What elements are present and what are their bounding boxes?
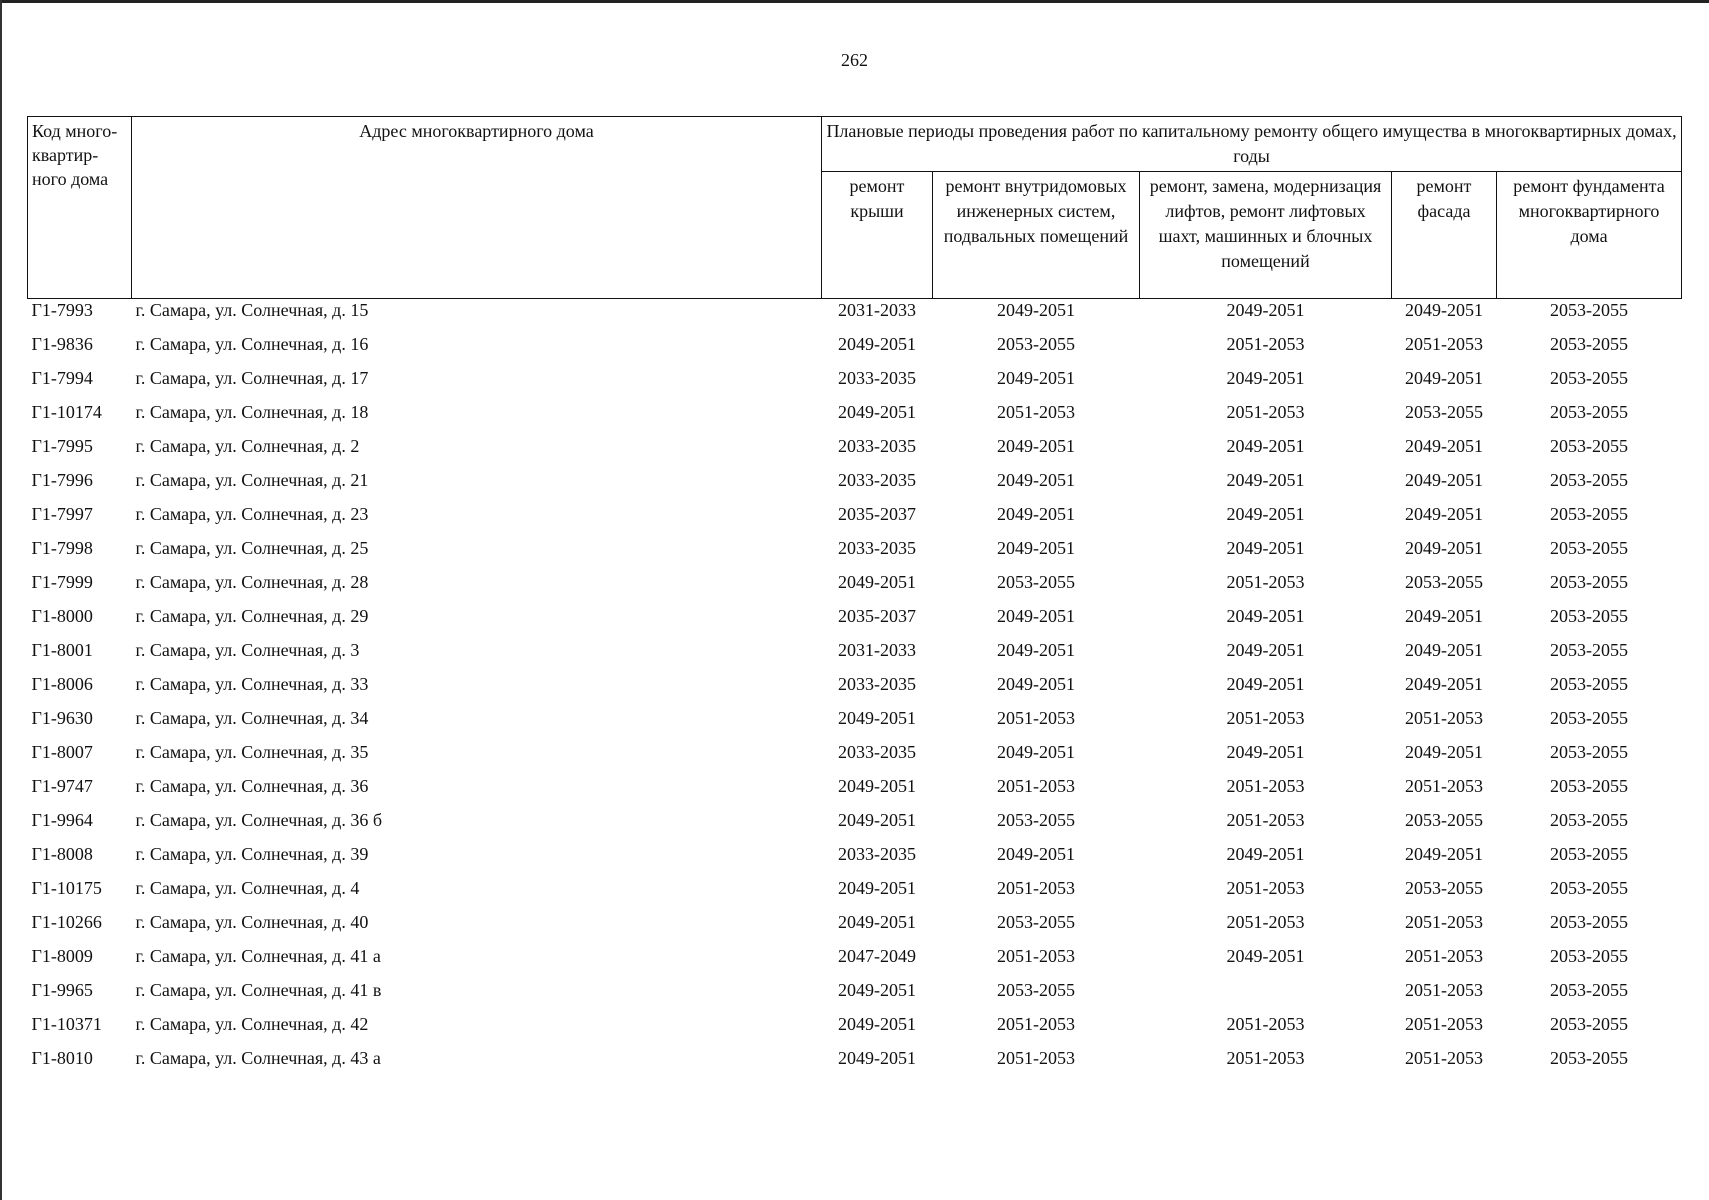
cell-facade: 2051-2053	[1405, 1014, 1483, 1034]
cell-code: Г1-9630	[31, 708, 93, 728]
cell-address: г. Самара, ул. Солнечная, д. 16	[135, 334, 369, 354]
cell-foundation: 2053-2055	[1550, 810, 1629, 830]
cell-engineering: 2049-2051	[997, 640, 1075, 660]
table-row	[28, 469, 1682, 503]
cell-roof: 2031-2033	[838, 640, 916, 660]
cell-code: Г1-7998	[31, 538, 93, 558]
cell-engineering: 2053-2055	[997, 572, 1075, 592]
table-row	[28, 911, 1682, 945]
header-foundation: ремонт фундамента многоквартирного дома	[1497, 172, 1682, 299]
cell-code: Г1-10174	[31, 402, 102, 422]
cell-engineering: 2053-2055	[997, 334, 1075, 354]
header-roof: ремонт крыши	[822, 172, 933, 299]
cell-roof: 2049-2051	[838, 572, 916, 592]
cell-facade: 2049-2051	[1405, 844, 1483, 864]
cell-code: Г1-10175	[31, 878, 102, 898]
cell-facade: 2049-2051	[1405, 368, 1483, 388]
cell-facade: 2051-2053	[1405, 334, 1483, 354]
table-row	[28, 945, 1682, 979]
cell-roof: 2033-2035	[838, 538, 916, 558]
cell-elevators	[1140, 979, 1392, 1013]
cell-roof: 2049-2051	[838, 912, 916, 932]
cell-elevators: 2051-2053	[1226, 572, 1305, 592]
cell-elevators: 2051-2053	[1226, 776, 1305, 796]
cell-roof: 2035-2037	[838, 606, 916, 626]
cell-address: г. Самара, ул. Солнечная, д. 36 б	[135, 810, 382, 830]
cell-address: г. Самара, ул. Солнечная, д. 4	[135, 878, 360, 898]
cell-engineering: 2049-2051	[997, 436, 1075, 456]
cell-code: Г1-8010	[31, 1048, 93, 1068]
cell-roof: 2049-2051	[838, 1014, 916, 1034]
cell-address: г. Самара, ул. Солнечная, д. 41 в	[135, 980, 382, 1000]
cell-address: г. Самара, ул. Солнечная, д. 3	[135, 640, 360, 660]
cell-facade: 2049-2051	[1405, 742, 1483, 762]
cell-elevators: 2051-2053	[1226, 810, 1305, 830]
cell-roof: 2049-2051	[838, 810, 916, 830]
cell-foundation: 2053-2055	[1550, 674, 1629, 694]
cell-facade: 2049-2051	[1405, 538, 1483, 558]
cell-code: Г1-7995	[31, 436, 93, 456]
cell-code: Г1-7997	[31, 504, 93, 524]
cell-roof: 2033-2035	[838, 742, 916, 762]
cell-roof: 2049-2051	[838, 980, 916, 1000]
cell-facade: 2051-2053	[1405, 946, 1483, 966]
cell-facade: 2053-2055	[1405, 572, 1483, 592]
table-row	[28, 571, 1682, 605]
cell-foundation: 2053-2055	[1550, 334, 1629, 354]
cell-code: Г1-8000	[31, 606, 93, 626]
cell-facade: 2051-2053	[1405, 980, 1483, 1000]
table-row	[28, 1013, 1682, 1047]
cell-engineering: 2051-2053	[997, 402, 1075, 422]
cell-foundation: 2053-2055	[1550, 436, 1629, 456]
cell-roof: 2033-2035	[838, 470, 916, 490]
cell-address: г. Самара, ул. Солнечная, д. 17	[135, 368, 369, 388]
cell-foundation: 2053-2055	[1550, 878, 1629, 898]
cell-address: г. Самара, ул. Солнечная, д. 41 а	[135, 946, 381, 966]
cell-elevators: 2049-2051	[1226, 674, 1305, 694]
cell-address: г. Самара, ул. Солнечная, д. 29	[135, 606, 369, 626]
table-row	[28, 435, 1682, 469]
table-row	[28, 673, 1682, 707]
cell-foundation: 2053-2055	[1550, 980, 1629, 1000]
cell-elevators: 2051-2053	[1226, 334, 1305, 354]
cell-code: Г1-8006	[31, 674, 93, 694]
capital-repair-table	[27, 116, 1682, 1081]
cell-facade: 2051-2053	[1405, 776, 1483, 796]
table-row	[28, 367, 1682, 401]
cell-facade: 2049-2051	[1405, 640, 1483, 660]
cell-elevators: 2049-2051	[1226, 504, 1305, 524]
cell-code: Г1-10266	[31, 912, 102, 932]
cell-elevators: 2049-2051	[1226, 368, 1305, 388]
cell-roof: 2033-2035	[838, 436, 916, 456]
cell-engineering: 2051-2053	[997, 946, 1075, 966]
cell-elevators: 2051-2053	[1226, 708, 1305, 728]
cell-address: г. Самара, ул. Солнечная, д. 2	[135, 436, 360, 456]
cell-engineering: 2049-2051	[997, 844, 1075, 864]
cell-facade: 2049-2051	[1405, 300, 1483, 320]
cell-foundation: 2053-2055	[1550, 538, 1629, 558]
cell-code: Г1-7999	[31, 572, 93, 592]
table-row	[28, 741, 1682, 775]
cell-elevators: 2049-2051	[1226, 300, 1305, 320]
cell-foundation: 2053-2055	[1550, 640, 1629, 660]
cell-code: Г1-7994	[31, 368, 93, 388]
cell-address: г. Самара, ул. Солнечная, д. 18	[135, 402, 369, 422]
cell-engineering: 2049-2051	[997, 742, 1075, 762]
header-engineering: ремонт внутридомовых инженерных систем, подвальных помещений	[933, 172, 1140, 299]
cell-roof: 2049-2051	[838, 776, 916, 796]
cell-facade: 2053-2055	[1405, 810, 1483, 830]
header-code: Код много-квартир-ного дома	[28, 117, 132, 299]
cell-roof: 2049-2051	[838, 402, 916, 422]
cell-foundation: 2053-2055	[1550, 572, 1629, 592]
cell-roof: 2035-2037	[838, 504, 916, 524]
cell-facade: 2053-2055	[1405, 878, 1483, 898]
cell-engineering: 2049-2051	[997, 300, 1075, 320]
cell-address: г. Самара, ул. Солнечная, д. 15	[135, 300, 369, 320]
cell-code: Г1-8007	[31, 742, 93, 762]
table-row	[28, 401, 1682, 435]
cell-foundation: 2053-2055	[1550, 776, 1629, 796]
cell-elevators: 2049-2051	[1226, 606, 1305, 626]
cell-elevators: 2049-2051	[1226, 538, 1305, 558]
page-edge-top	[0, 0, 1709, 3]
cell-address: г. Самара, ул. Солнечная, д. 42	[135, 1014, 369, 1034]
table-row	[28, 333, 1682, 367]
header-address: Адрес многоквартирного дома	[132, 117, 822, 299]
cell-foundation: 2053-2055	[1550, 1048, 1629, 1068]
cell-elevators: 2049-2051	[1226, 640, 1305, 660]
table-row	[28, 537, 1682, 571]
cell-facade: 2051-2053	[1405, 1048, 1483, 1068]
page-number: 262	[841, 50, 868, 70]
cell-facade: 2051-2053	[1405, 708, 1483, 728]
cell-facade: 2049-2051	[1405, 436, 1483, 456]
cell-roof: 2049-2051	[838, 878, 916, 898]
table-row	[28, 707, 1682, 741]
cell-address: г. Самара, ул. Солнечная, д. 40	[135, 912, 369, 932]
cell-code: Г1-9965	[31, 980, 93, 1000]
table-row	[28, 299, 1682, 334]
cell-facade: 2049-2051	[1405, 606, 1483, 626]
cell-engineering: 2049-2051	[997, 470, 1075, 490]
cell-elevators: 2051-2053	[1226, 1048, 1305, 1068]
cell-engineering: 2049-2051	[997, 606, 1075, 626]
cell-foundation: 2053-2055	[1550, 504, 1629, 524]
cell-code: Г1-8008	[31, 844, 93, 864]
cell-foundation: 2053-2055	[1550, 1014, 1629, 1034]
cell-engineering: 2051-2053	[997, 1014, 1075, 1034]
cell-engineering: 2049-2051	[997, 538, 1075, 558]
cell-code: Г1-10371	[31, 1014, 102, 1034]
cell-engineering: 2051-2053	[997, 878, 1075, 898]
cell-elevators: 2049-2051	[1226, 436, 1305, 456]
cell-roof: 2047-2049	[838, 946, 916, 966]
table-header	[28, 117, 1682, 299]
cell-elevators: 2051-2053	[1226, 912, 1305, 932]
cell-address: г. Самара, ул. Солнечная, д. 33	[135, 674, 369, 694]
cell-address: г. Самара, ул. Солнечная, д. 25	[135, 538, 369, 558]
table-row	[28, 1047, 1682, 1081]
cell-engineering: 2053-2055	[997, 912, 1075, 932]
cell-address: г. Самара, ул. Солнечная, д. 28	[135, 572, 369, 592]
cell-code: Г1-7993	[31, 300, 93, 320]
cell-foundation: 2053-2055	[1550, 300, 1629, 320]
cell-foundation: 2053-2055	[1550, 844, 1629, 864]
cell-engineering: 2049-2051	[997, 368, 1075, 388]
page-edge-left	[0, 0, 2, 1200]
cell-elevators: 2049-2051	[1226, 844, 1305, 864]
header-elevators: ремонт, замена, модернизация лифтов, ремонт лифтовых шахт, машинных и блочных помещений	[1140, 172, 1392, 299]
cell-roof: 2049-2051	[838, 1048, 916, 1068]
cell-facade: 2049-2051	[1405, 674, 1483, 694]
cell-foundation: 2053-2055	[1550, 606, 1629, 626]
header-facade: ремонт фасада	[1392, 172, 1497, 299]
table-row	[28, 503, 1682, 537]
cell-engineering: 2051-2053	[997, 776, 1075, 796]
cell-elevators: 2049-2051	[1226, 742, 1305, 762]
header-periods-group: Плановые периоды проведения работ по капитальному ремонту общего имущества в многоквартирных домах, годы	[822, 117, 1682, 172]
cell-address: г. Самара, ул. Солнечная, д. 21	[135, 470, 369, 490]
cell-elevators: 2051-2053	[1226, 402, 1305, 422]
cell-engineering: 2049-2051	[997, 504, 1075, 524]
cell-address: г. Самара, ул. Солнечная, д. 39	[135, 844, 369, 864]
cell-facade: 2049-2051	[1405, 504, 1483, 524]
cell-elevators: 2051-2053	[1226, 1014, 1305, 1034]
cell-roof: 2033-2035	[838, 674, 916, 694]
cell-elevators: 2051-2053	[1226, 878, 1305, 898]
cell-address: г. Самара, ул. Солнечная, д. 35	[135, 742, 369, 762]
cell-engineering: 2053-2055	[997, 980, 1075, 1000]
cell-address: г. Самара, ул. Солнечная, д. 23	[135, 504, 369, 524]
table-row	[28, 809, 1682, 843]
cell-engineering: 2051-2053	[997, 1048, 1075, 1068]
table-row	[28, 605, 1682, 639]
cell-engineering: 2049-2051	[997, 674, 1075, 694]
cell-foundation: 2053-2055	[1550, 742, 1629, 762]
cell-elevators: 2049-2051	[1226, 946, 1305, 966]
cell-foundation: 2053-2055	[1550, 368, 1629, 388]
cell-address: г. Самара, ул. Солнечная, д. 43 а	[135, 1048, 381, 1068]
cell-code: Г1-9836	[31, 334, 93, 354]
cell-code: Г1-9747	[31, 776, 93, 796]
cell-facade: 2053-2055	[1405, 402, 1483, 422]
cell-engineering: 2051-2053	[997, 708, 1075, 728]
cell-roof: 2049-2051	[838, 334, 916, 354]
cell-code: Г1-7996	[31, 470, 93, 490]
table-row	[28, 979, 1682, 1013]
cell-facade: 2049-2051	[1405, 470, 1483, 490]
cell-code: Г1-8001	[31, 640, 93, 660]
cell-foundation: 2053-2055	[1550, 470, 1629, 490]
cell-facade: 2051-2053	[1405, 912, 1483, 932]
table-row	[28, 775, 1682, 809]
cell-address: г. Самара, ул. Солнечная, д. 34	[135, 708, 369, 728]
table-row	[28, 639, 1682, 673]
cell-engineering: 2053-2055	[997, 810, 1075, 830]
cell-foundation: 2053-2055	[1550, 946, 1629, 966]
cell-roof: 2049-2051	[838, 708, 916, 728]
cell-foundation: 2053-2055	[1550, 402, 1629, 422]
cell-address: г. Самара, ул. Солнечная, д. 36	[135, 776, 369, 796]
cell-foundation: 2053-2055	[1550, 912, 1629, 932]
cell-roof: 2033-2035	[838, 368, 916, 388]
cell-foundation: 2053-2055	[1550, 708, 1629, 728]
cell-elevators: 2049-2051	[1226, 470, 1305, 490]
cell-code: Г1-8009	[31, 946, 93, 966]
cell-roof: 2033-2035	[838, 844, 916, 864]
cell-code: Г1-9964	[31, 810, 93, 830]
table-body	[28, 299, 1682, 1082]
table-row	[28, 843, 1682, 877]
cell-roof: 2031-2033	[838, 300, 916, 320]
table-row	[28, 877, 1682, 911]
